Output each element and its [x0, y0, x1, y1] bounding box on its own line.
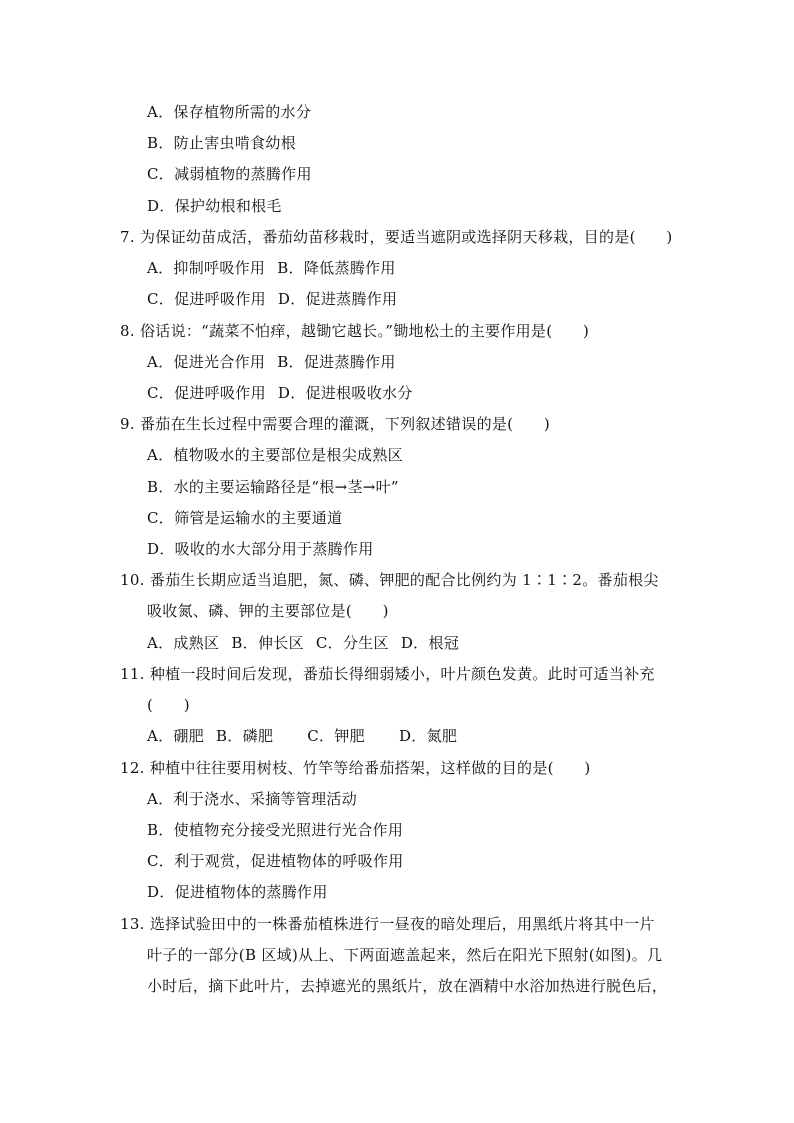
q6-option-a: A．保存植物所需的水分	[147, 103, 312, 121]
q7-stem: 7. 为保证幼苗成活，番茄幼苗移栽时，要适当遮阴或选择阴天移栽，目的是( )	[120, 228, 673, 246]
q11-stem-line1: 11. 种植一段时间后发现，番茄长得细弱矮小，叶片颜色发黄。此时可适当补充	[120, 665, 655, 683]
q7-option-b: B．降低蒸腾作用	[277, 259, 396, 277]
q7-options-row1	[147, 258, 408, 278]
q12-stem: 12. 种植中往往要用树枝、竹竿等给番茄搭架，这样做的目的是( )	[120, 759, 591, 777]
q8-option-c: C．促进呼吸作用	[147, 384, 266, 402]
q9-option-b: B．水的主要运输路径是“根→茎→叶”	[147, 478, 399, 496]
q6-option-b: B．防止害虫啃食幼根	[147, 134, 297, 152]
q7-options-row2	[147, 289, 409, 309]
q11-options-row	[147, 726, 469, 746]
q10-option-c: C．分生区	[315, 634, 389, 652]
q8-stem: 8. 俗话说：“蔬菜不怕痒，越锄它越长。”锄地松土的主要作用是( )	[120, 322, 590, 340]
q10-stem-line2: 吸收氮、磷、钾的主要部位是( )	[147, 602, 389, 620]
q12-option-d: D．促进植物体的蒸腾作用	[147, 883, 328, 901]
q7-option-c: C．促进呼吸作用	[147, 290, 266, 308]
q11-option-b: B．磷肥	[216, 727, 274, 745]
q7-option-a: A．抑制呼吸作用	[147, 259, 266, 277]
q8-option-a: A．促进光合作用	[147, 353, 266, 371]
q12-option-b: B．使植物充分接受光照进行光合作用	[147, 821, 404, 839]
q6-option-c: C．减弱植物的蒸腾作用	[147, 165, 312, 183]
q8-option-d: D．促进根吸收水分	[277, 384, 413, 402]
q12-option-c: C．利于观赏，促进植物体的呼吸作用	[147, 852, 404, 870]
q13-stem-line2: 叶子的一部分(B 区域)从上、下两面遮盖起来，然后在阳光下照射(如图)。几	[147, 946, 663, 964]
q10-option-a: A．成熟区	[147, 634, 220, 652]
q9-option-c: C．筛管是运输水的主要通道	[147, 509, 343, 527]
q13-stem-line1: 13. 选择试验田中的一株番茄植株进行一昼夜的暗处理后，用黑纸片将其中一片	[120, 915, 655, 933]
q6-option-d: D．保护幼根和根毛	[147, 197, 282, 215]
q11-option-a: A．硼肥	[147, 727, 205, 745]
q8-options-row1	[147, 352, 408, 372]
q10-stem-line1: 10. 番茄生长期应适当追肥，氮、磷、钾肥的配合比例约为 1∶1∶2。番茄根尖	[120, 571, 659, 589]
q11-stem-line2: ( )	[147, 696, 190, 714]
q8-option-b: B．促进蒸腾作用	[277, 353, 396, 371]
q11-option-c: C．钾肥	[307, 727, 365, 745]
q10-option-b: B．伸长区	[231, 634, 304, 652]
q13-stem-line3: 小时后，摘下此叶片，去掉遮光的黑纸片，放在酒精中水浴加热进行脱色后，	[147, 977, 668, 995]
q12-option-a: A．利于浇水、采摘等管理活动	[147, 790, 358, 808]
q10-options-row	[147, 633, 471, 653]
q9-stem: 9. 番茄在生长过程中需要合理的灌溉，下列叙述错误的是( )	[120, 415, 551, 433]
q11-option-d: D．氮肥	[398, 727, 458, 745]
q7-option-d: D．促进蒸腾作用	[277, 290, 398, 308]
q10-option-d: D．根冠	[400, 634, 460, 652]
q8-options-row2	[147, 383, 425, 403]
q9-option-a: A．植物吸水的主要部位是根尖成熟区	[147, 446, 403, 464]
q9-option-d: D．吸收的水大部分用于蒸腾作用	[147, 540, 374, 558]
